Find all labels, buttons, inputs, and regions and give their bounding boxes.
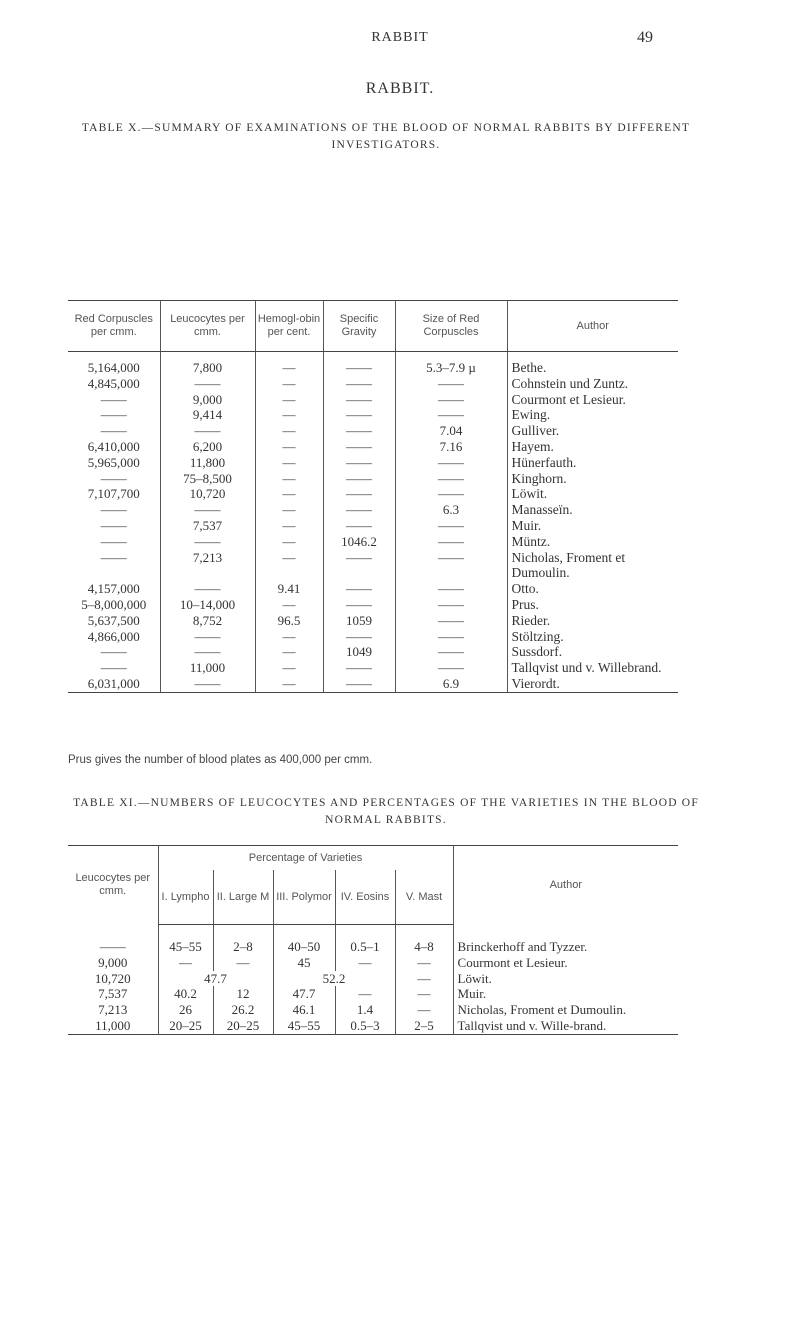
table-xi — [68, 845, 678, 1035]
value-cell: 5–8,000,000 — [81, 596, 147, 612]
table-xi-header-polymor: III. Polymor — [273, 870, 335, 925]
table-x-header-author: Author — [507, 301, 678, 352]
value-cell: —— — [323, 439, 395, 455]
value-cell: — — [255, 676, 323, 692]
value-cell: 4,845,000 — [87, 375, 140, 391]
author-cell: Brinckerhoff and Tyzzer. — [453, 925, 678, 955]
value-cell: —— — [395, 455, 507, 471]
leucocyte-count-cell: 7,537 — [98, 986, 128, 1002]
author-cell: Bethe. — [507, 352, 678, 376]
value-cell: 9,000 — [160, 392, 255, 408]
value-cell: 1046.2 — [323, 534, 395, 550]
table-row — [68, 971, 678, 987]
value-cell: —— — [323, 676, 395, 692]
value-cell: —— — [100, 533, 127, 549]
table-row — [68, 613, 678, 629]
author-cell: Gulliver. — [507, 423, 678, 439]
table-row — [68, 629, 678, 645]
table-row — [68, 1002, 678, 1018]
value-cell: —— — [323, 376, 395, 392]
polymor-cell: 47.7 — [273, 986, 335, 1002]
value-cell: 5,637,500 — [87, 612, 140, 628]
value-cell: —— — [323, 471, 395, 487]
value-cell: —— — [100, 470, 127, 486]
table-row — [68, 376, 678, 392]
table-x-header-red-corpuscles: Red Corpuscles per cmm. — [68, 301, 160, 352]
eosin-cell: 0.5–1 — [335, 925, 395, 955]
value-cell: — — [255, 629, 323, 645]
page-number: 49 — [637, 29, 653, 46]
author-cell: Muir. — [507, 518, 678, 534]
table-row — [68, 1018, 678, 1034]
table-xi-caption: TABLE XI.—NUMBERS OF LEUCOCYTES AND PERCENTAGES OF THE VARIETIES IN THE BLOOD OF NORMAL RABBITS. — [73, 797, 699, 826]
value-cell: —— — [100, 549, 127, 565]
lympho-cell: 45–55 — [158, 925, 213, 955]
author-cell: Prus. — [507, 597, 678, 613]
polymor-cell: 46.1 — [273, 1002, 335, 1018]
value-cell: —— — [323, 392, 395, 408]
value-cell: 11,800 — [160, 455, 255, 471]
lympho-cell: 20–25 — [158, 1018, 213, 1034]
table-row — [68, 471, 678, 487]
value-cell: 7.16 — [395, 439, 507, 455]
table-xi-header-lympho: I. Lympho — [158, 870, 213, 925]
table-row — [68, 534, 678, 550]
value-cell: 5.3–7.9 µ — [395, 352, 507, 376]
value-cell: —— — [100, 517, 127, 533]
value-cell: 9.41 — [255, 581, 323, 597]
value-cell: — — [255, 392, 323, 408]
table-x-footnote: Prus gives the number of blood plates as 400,000 per cmm. — [68, 754, 373, 766]
value-cell: —— — [323, 455, 395, 471]
table-row — [68, 597, 678, 613]
table-row — [68, 581, 678, 597]
polymor-cell: 45–55 — [273, 1018, 335, 1034]
value-cell: — — [255, 486, 323, 502]
value-cell: —— — [100, 423, 127, 439]
author-cell: Tallqvist und v. Wille-brand. — [453, 1018, 678, 1034]
value-cell: —— — [395, 660, 507, 676]
author-cell: Cohnstein und Zuntz. — [507, 376, 678, 392]
lympho-cell: — — [158, 955, 213, 971]
mast-cell: — — [395, 971, 453, 987]
value-cell: — — [255, 644, 323, 660]
value-cell: —— — [100, 407, 127, 423]
table-x-header-size-red-corpuscles: Size of Red Corpuscles — [395, 301, 507, 352]
lympho-large-combined-cell: 47.7 — [158, 971, 273, 987]
polymor-eosin-combined-cell: 52.2 — [273, 971, 395, 987]
table-xi-header-leucocytes: Leucocytes per cmm. — [75, 872, 151, 898]
value-cell: —— — [160, 423, 255, 439]
table-row — [68, 986, 678, 1002]
author-cell: Stöltzing. — [507, 629, 678, 645]
value-cell: —— — [395, 518, 507, 534]
value-cell: —— — [395, 534, 507, 550]
table-row — [68, 352, 678, 376]
value-cell: 4,866,000 — [87, 628, 140, 644]
value-cell: — — [255, 439, 323, 455]
table-x — [68, 300, 678, 693]
table-row — [68, 644, 678, 660]
value-cell: — — [255, 471, 323, 487]
table-row — [68, 955, 678, 971]
table-xi-header-author: Author — [453, 846, 678, 925]
value-cell: 1059 — [323, 613, 395, 629]
polymor-cell: 40–50 — [273, 925, 335, 955]
leucocyte-count-cell: 9,000 — [98, 954, 128, 970]
value-cell: 9,414 — [160, 407, 255, 423]
value-cell: —— — [100, 502, 127, 518]
table-row — [68, 925, 678, 955]
author-cell: Löwit. — [453, 971, 678, 987]
value-cell: —— — [100, 660, 127, 676]
value-cell: 6,410,000 — [87, 438, 140, 454]
table-x-body — [68, 352, 678, 693]
author-cell: Vierordt. — [507, 676, 678, 692]
table-x-header-leucocytes: Leucocytes per cmm. — [160, 301, 255, 352]
eosin-cell: — — [335, 955, 395, 971]
value-cell: —— — [395, 392, 507, 408]
value-cell: 7,213 — [160, 550, 255, 582]
leucocyte-count-cell: 10,720 — [94, 970, 131, 986]
value-cell: —— — [395, 644, 507, 660]
value-cell: 75–8,500 — [160, 471, 255, 487]
value-cell: 7,537 — [160, 518, 255, 534]
value-cell: —— — [323, 352, 395, 376]
table-xi-header-large: II. Large M — [213, 870, 273, 925]
author-cell: Ewing. — [507, 407, 678, 423]
leucocyte-count-cell: 11,000 — [95, 1017, 131, 1033]
table-row — [68, 676, 678, 692]
value-cell: —— — [160, 676, 255, 692]
value-cell: —— — [160, 581, 255, 597]
value-cell: —— — [323, 502, 395, 518]
large-mononuclear-cell: 20–25 — [213, 1018, 273, 1034]
value-cell: 6.9 — [395, 676, 507, 692]
lympho-cell: 40.2 — [158, 986, 213, 1002]
value-cell: —— — [395, 629, 507, 645]
table-x-caption: TABLE X.—SUMMARY OF EXAMINATIONS OF THE BLOOD OF NORMAL RABBITS BY DIFFERENT INVESTIGATORS. — [81, 122, 691, 151]
author-cell: Sussdorf. — [507, 644, 678, 660]
value-cell: —— — [323, 486, 395, 502]
value-cell: —— — [395, 471, 507, 487]
value-cell: —— — [395, 407, 507, 423]
value-cell: —— — [323, 581, 395, 597]
value-cell: —— — [395, 550, 507, 582]
value-cell: 1049 — [323, 644, 395, 660]
lympho-cell: 26 — [158, 1002, 213, 1018]
eosin-cell: 0.5–3 — [335, 1018, 395, 1034]
value-cell: 10,720 — [160, 486, 255, 502]
value-cell: — — [255, 376, 323, 392]
value-cell: —— — [395, 613, 507, 629]
value-cell: 7,800 — [160, 352, 255, 376]
value-cell: —— — [323, 629, 395, 645]
value-cell: — — [255, 423, 323, 439]
value-cell: — — [255, 407, 323, 423]
value-cell: —— — [323, 550, 395, 582]
mast-cell: 4–8 — [395, 925, 453, 955]
table-xi-header-mast: V. Mast — [395, 870, 453, 925]
value-cell: 6,031,000 — [87, 675, 140, 691]
value-cell: —— — [100, 391, 127, 407]
eosin-cell: 1.4 — [335, 1002, 395, 1018]
value-cell: — — [255, 502, 323, 518]
value-cell: 5,164,000 — [87, 360, 140, 375]
author-cell: Tallqvist und v. Willebrand. — [507, 660, 678, 676]
table-row — [68, 660, 678, 676]
large-mononuclear-cell: 26.2 — [213, 1002, 273, 1018]
value-cell: —— — [160, 502, 255, 518]
value-cell: — — [255, 518, 323, 534]
table-row — [68, 423, 678, 439]
value-cell: —— — [395, 597, 507, 613]
value-cell: —— — [160, 534, 255, 550]
value-cell: — — [255, 550, 323, 582]
value-cell: —— — [160, 629, 255, 645]
value-cell: —— — [323, 518, 395, 534]
value-cell: — — [255, 534, 323, 550]
author-cell: Manasseïn. — [507, 502, 678, 518]
author-cell: Löwit. — [507, 486, 678, 502]
value-cell: —— — [323, 423, 395, 439]
large-mononuclear-cell: 2–8 — [213, 925, 273, 955]
table-x-header-hemoglobin: Hemogl-obin per cent. — [255, 301, 323, 352]
large-mononuclear-cell: 12 — [213, 986, 273, 1002]
author-cell: Otto. — [507, 581, 678, 597]
value-cell: —— — [395, 581, 507, 597]
value-cell: 7,107,700 — [87, 486, 140, 502]
author-cell: Nicholas, Froment et Dumoulin. — [507, 550, 678, 582]
author-cell: Courmont et Lesieur. — [507, 392, 678, 408]
table-xi-group-header: Percentage of Varieties — [158, 846, 453, 871]
value-cell: —— — [160, 376, 255, 392]
table-xi-header-eosins: IV. Eosins — [335, 870, 395, 925]
table-row — [68, 455, 678, 471]
value-cell: —— — [100, 644, 127, 660]
table-xi-body — [68, 925, 678, 1035]
value-cell: — — [255, 455, 323, 471]
author-cell: Courmont et Lesieur. — [453, 955, 678, 971]
author-cell: Muir. — [453, 986, 678, 1002]
value-cell: —— — [323, 407, 395, 423]
table-row — [68, 407, 678, 423]
author-cell: Rieder. — [507, 613, 678, 629]
table-row — [68, 439, 678, 455]
running-head-title: RABBIT — [371, 30, 429, 45]
value-cell: 6,200 — [160, 439, 255, 455]
author-cell: Hünerfauth. — [507, 455, 678, 471]
author-cell: Kinghorn. — [507, 471, 678, 487]
value-cell: — — [255, 352, 323, 376]
section-heading: RABBIT. — [365, 80, 435, 97]
value-cell: —— — [323, 597, 395, 613]
value-cell: —— — [395, 376, 507, 392]
table-row — [68, 518, 678, 534]
table-x-header-specific-gravity: Specific Gravity — [323, 301, 395, 352]
value-cell: 10–14,000 — [160, 597, 255, 613]
value-cell: 7.04 — [395, 423, 507, 439]
leucocyte-count-cell: 7,213 — [98, 1002, 128, 1018]
table-row — [68, 550, 678, 582]
large-mononuclear-cell: — — [213, 955, 273, 971]
value-cell: 5,965,000 — [87, 454, 140, 470]
value-cell: —— — [323, 660, 395, 676]
mast-cell: 2–5 — [395, 1018, 453, 1034]
table-x-header-row — [68, 301, 678, 352]
author-cell: Hayem. — [507, 439, 678, 455]
table-row — [68, 502, 678, 518]
value-cell: 8,752 — [160, 613, 255, 629]
polymor-cell: 45 — [273, 955, 335, 971]
table-row — [68, 392, 678, 408]
value-cell: — — [255, 597, 323, 613]
value-cell: —— — [160, 644, 255, 660]
value-cell: 11,000 — [160, 660, 255, 676]
value-cell: 6.3 — [395, 502, 507, 518]
value-cell: — — [255, 660, 323, 676]
mast-cell: — — [395, 955, 453, 971]
eosin-cell: — — [335, 986, 395, 1002]
value-cell: —— — [395, 486, 507, 502]
mast-cell: — — [395, 986, 453, 1002]
value-cell: 96.5 — [255, 613, 323, 629]
value-cell: 4,157,000 — [87, 581, 140, 597]
author-cell: Nicholas, Froment et Dumoulin. — [453, 1002, 678, 1018]
author-cell: Müntz. — [507, 534, 678, 550]
table-row — [68, 486, 678, 502]
leucocyte-count-cell: —— — [99, 939, 126, 954]
mast-cell: — — [395, 1002, 453, 1018]
